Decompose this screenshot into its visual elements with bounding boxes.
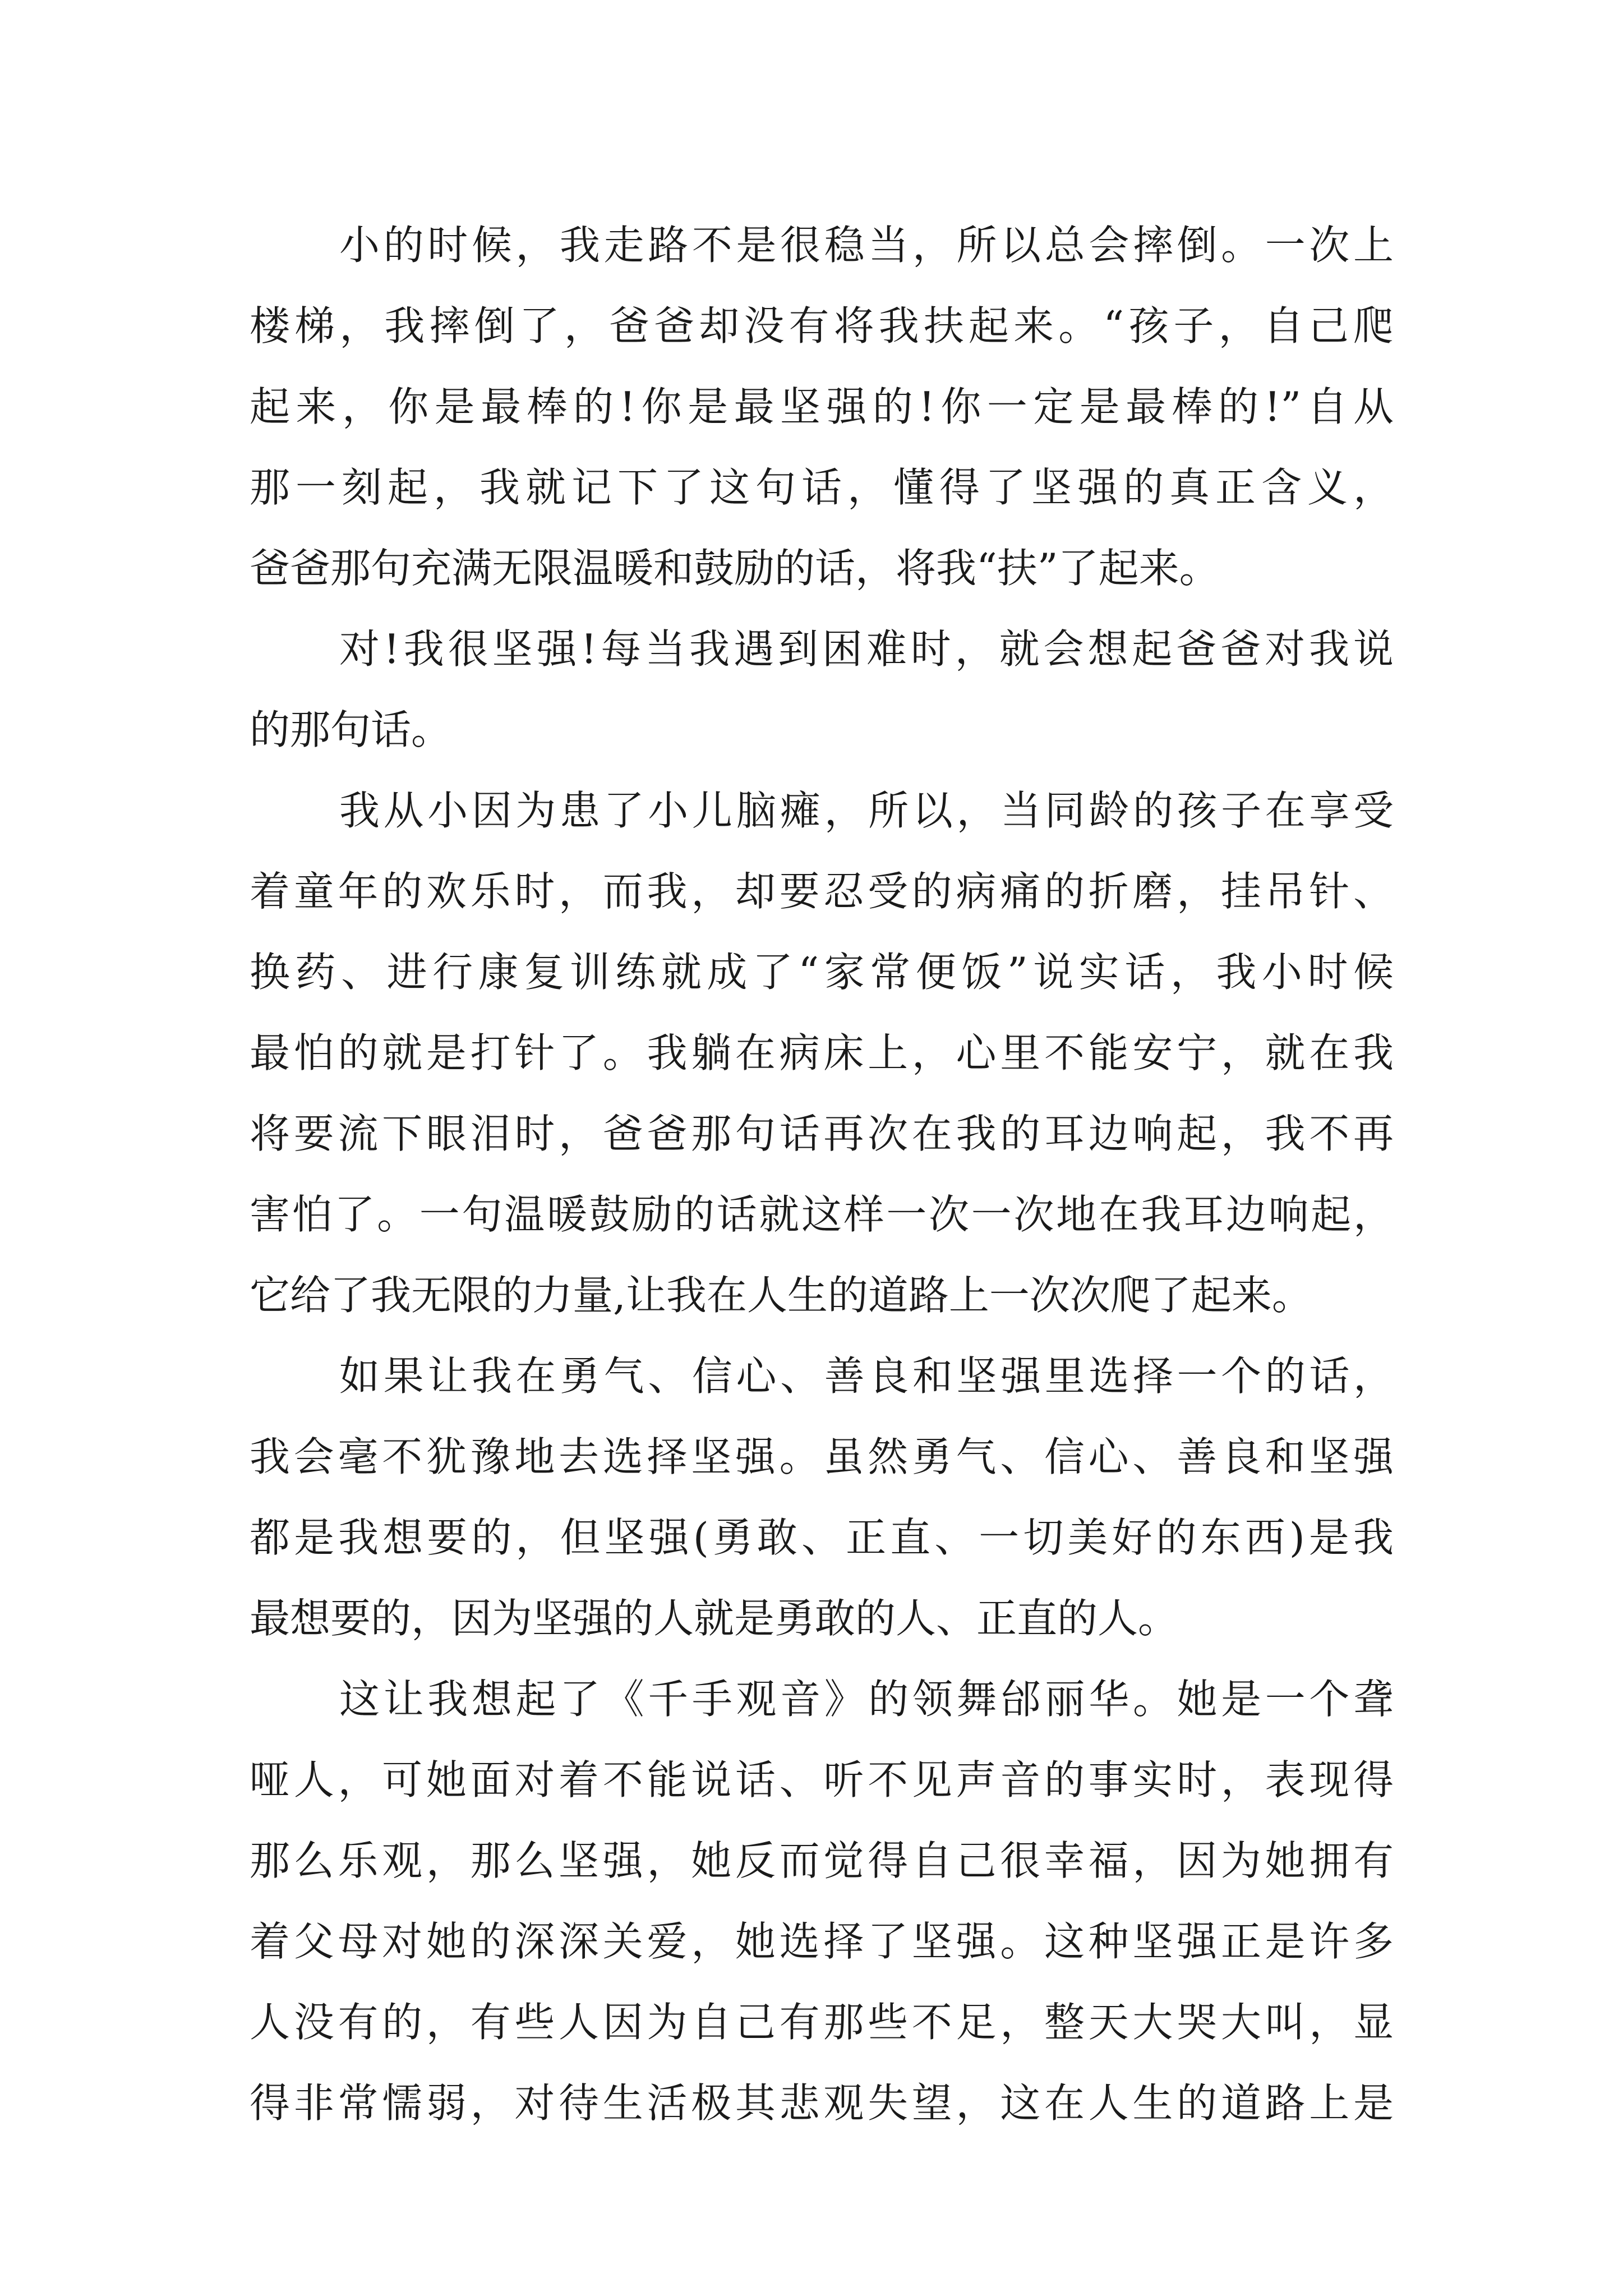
text-line: 那么乐观，那么坚强，她反而觉得自己很幸福，因为她拥有 bbox=[250, 1837, 1394, 1884]
text-line: 我会毫不犹豫地去选择坚强。虽然勇气、信心、善良和坚强 bbox=[250, 1433, 1394, 1480]
text-line: 着父母对她的深深关爱，她选择了坚强。这种坚强正是许多 bbox=[250, 1918, 1394, 1965]
text-line: 楼梯，我摔倒了，爸爸却没有将我扶起来。“孩子，自己爬 bbox=[250, 302, 1394, 349]
text-line: 哑人，可她面对着不能说话、听不见声音的事实时，表现得 bbox=[250, 1756, 1394, 1803]
text-line: 小的时候，我走路不是很稳当，所以总会摔倒。一次上 bbox=[339, 222, 1394, 269]
text-line: 我从小因为患了小儿脑瘫，所以，当同龄的孩子在享受 bbox=[339, 787, 1394, 834]
text-line: 最怕的就是打针了。我躺在病床上，心里不能安宁，就在我 bbox=[250, 1029, 1394, 1076]
text-line: 人没有的，有些人因为自己有那些不足，整天大哭大叫，显 bbox=[250, 1999, 1394, 2046]
text-line: 将要流下眼泪时，爸爸那句话再次在我的耳边响起，我不再 bbox=[250, 1110, 1394, 1157]
text-line: 它给了我无限的力量,让我在人生的道路上一次次爬了起来。 bbox=[250, 1272, 1312, 1319]
text-line: 对!我很坚强!每当我遇到困难时，就会想起爸爸对我说 bbox=[339, 625, 1394, 673]
text-line: 换药、进行康复训练就成了“家常便饭”说实话，我小时候 bbox=[250, 949, 1394, 996]
text-line: 害怕了。一句温暖鼓励的话就这样一次一次地在我耳边响起， bbox=[250, 1191, 1394, 1238]
text-line: 如果让我在勇气、信心、善良和坚强里选择一个的话， bbox=[339, 1352, 1394, 1400]
text-line: 那一刻起，我就记下了这句话，懂得了坚强的真正含义， bbox=[250, 464, 1394, 511]
text-line: 最想要的，因为坚强的人就是勇敢的人、正直的人。 bbox=[250, 1595, 1179, 1642]
text-line: 这让我想起了《千手观音》的领舞邰丽华。她是一个聋 bbox=[339, 1676, 1394, 1723]
text-line: 着童年的欢乐时，而我，却要忍受的病痛的折磨，挂吊针、 bbox=[250, 868, 1394, 915]
document-body bbox=[250, 205, 1394, 2143]
text-line: 都是我想要的，但坚强(勇敢、正直、一切美好的东西)是我 bbox=[250, 1514, 1394, 1561]
text-line: 起来，你是最棒的!你是最坚强的!你一定是最棒的!”自从 bbox=[250, 383, 1394, 430]
text-line: 爸爸那句充满无限温暖和鼓励的话，将我“扶”了起来。 bbox=[250, 545, 1220, 592]
text-line: 的那句话。 bbox=[250, 706, 452, 753]
text-line: 得非常懦弱，对待生活极其悲观失望，这在人生的道路上是 bbox=[250, 2079, 1394, 2127]
